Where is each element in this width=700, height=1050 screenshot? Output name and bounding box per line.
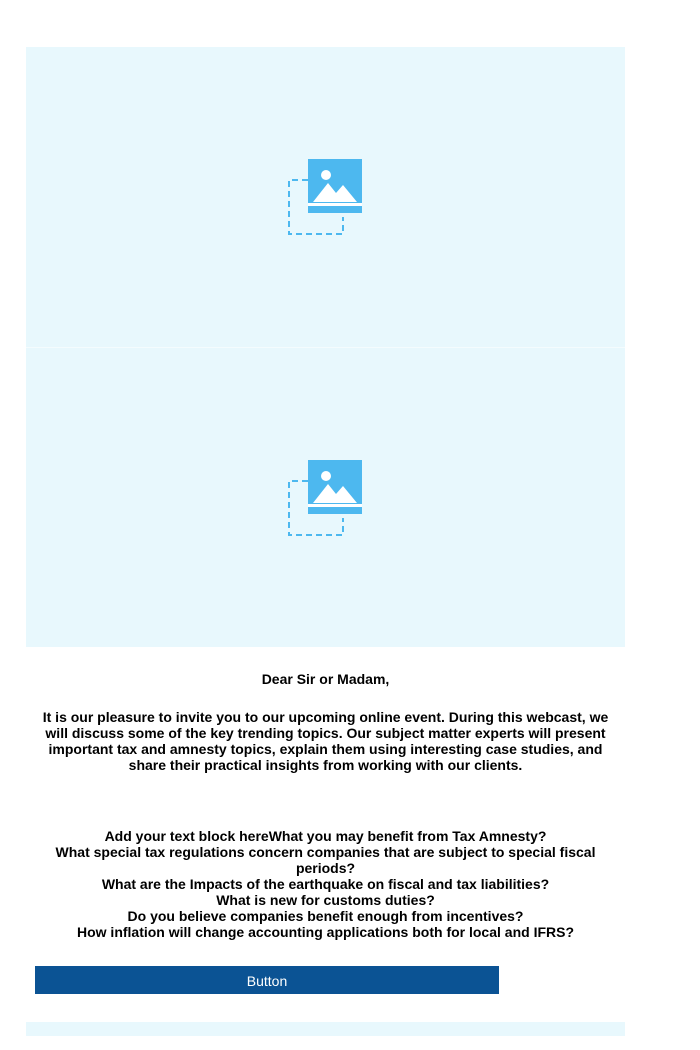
image-placeholder-icon [287,159,363,235]
image-placeholder-1 [26,47,625,347]
image-placeholder-2 [26,347,625,647]
topic-line: Add your text block hereWhat you may benefit from Tax Amnesty? [104,828,547,844]
image-placeholder-icon [287,460,363,536]
email-body [26,47,625,1036]
topics-list [26,828,625,940]
footer-strip [26,1022,625,1036]
intro-paragraph: It is our pleasure to invite you to our upcoming online event. During this webcast, we will discuss some of the key trending topics. Our subject matter experts will present important tax and amnesty topics, explain them using interesting case studies, and share their practical insights from working with our clients. [42,709,609,773]
topic-line: What is new for customs duties? [216,892,435,908]
greeting-text: Dear Sir or Madam, [261,671,390,687]
topic-line: What special tax regulations concern companies that are subject to special fiscal periods? [55,844,596,876]
topic-line: How inflation will change accounting applications both for local and IFRS? [76,924,575,940]
cta-button[interactable]: Button [35,966,499,994]
topic-line: What are the Impacts of the earthquake on fiscal and tax liabilities? [101,876,550,892]
topic-line: Do you believe companies benefit enough from incentives? [127,908,524,924]
